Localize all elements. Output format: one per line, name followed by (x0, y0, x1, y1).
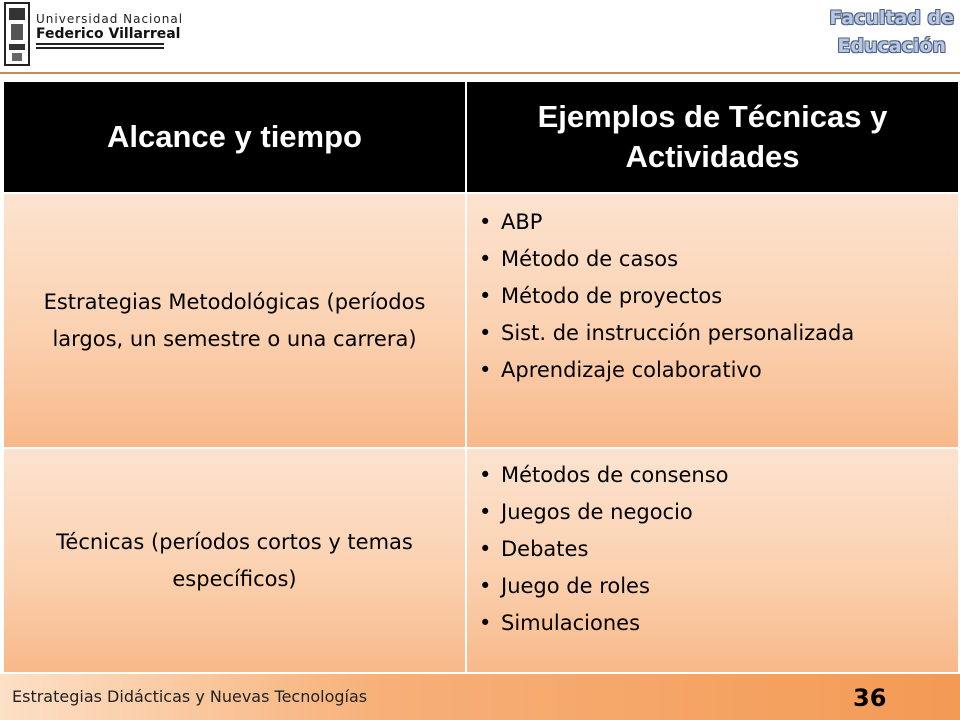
techniques-table (2, 80, 960, 674)
slide-header (0, 0, 960, 76)
logo-divider (36, 47, 164, 49)
slide-footer (0, 674, 960, 720)
logo-divider (36, 43, 164, 45)
page-number: 36 (853, 684, 887, 712)
table-header-row (3, 81, 959, 193)
faculty-title (829, 4, 954, 60)
footer-course-title: Estrategias Didácticas y Nuevas Tecnologías (12, 687, 368, 706)
faculty-title-line2: Educación (837, 35, 946, 57)
university-logo (4, 2, 184, 66)
examples-list (477, 457, 950, 642)
list-item: • ABP (477, 204, 950, 241)
faculty-title-line1: Facultad de (829, 7, 954, 29)
logo-university-title: Federico Villarreal (36, 26, 181, 42)
table-row (3, 448, 959, 673)
table-row (3, 193, 959, 448)
column-header-examples: Ejemplos de Técnicas y Actividades (466, 81, 959, 193)
list-item: • Aprendizaje colaborativo (477, 352, 950, 389)
scope-cell: Técnicas (períodos cortos y temas específicos) (3, 448, 466, 673)
scope-cell: Estrategias Metodológicas (períodos largos, un semestre o una carrera) (3, 193, 466, 448)
list-item: • Sist. de instrucción personalizada (477, 315, 950, 352)
list-item: • Simulaciones (477, 605, 950, 642)
list-item: • Juego de roles (477, 568, 950, 605)
logo-university-name: Universidad Nacional (36, 12, 184, 26)
list-item: • Métodos de consenso (477, 457, 950, 494)
list-item: • Debates (477, 531, 950, 568)
list-item: • Juegos de negocio (477, 494, 950, 531)
header-divider (0, 72, 960, 74)
examples-cell (466, 193, 959, 448)
list-item: • Método de casos (477, 241, 950, 278)
list-item: • Método de proyectos (477, 278, 950, 315)
column-header-scope: Alcance y tiempo (3, 81, 466, 193)
examples-cell (466, 448, 959, 673)
university-seal-icon (4, 2, 30, 66)
examples-list (477, 204, 950, 389)
